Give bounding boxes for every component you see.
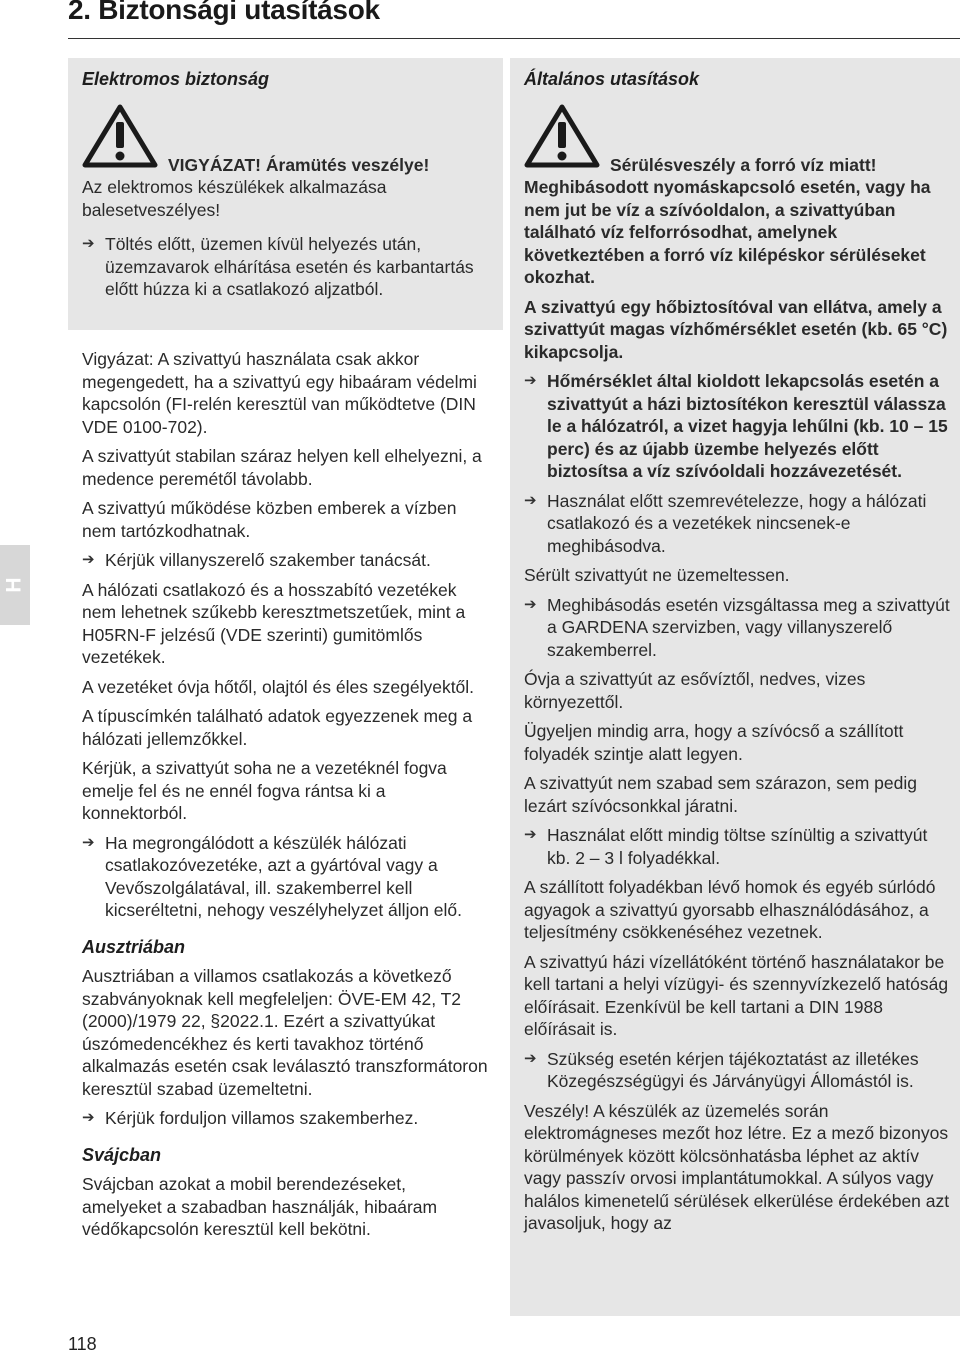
page-number: 118: [68, 1334, 97, 1354]
arrow-right-icon: ➔: [524, 595, 537, 613]
right-paragraph: Veszély! A készülék az üzemelés során elektromágneses mezőt hoz létre. Ez a mező bizonyos körülmények között kölcsönhatásba léphet az aktív vagy passzív orvosi implantátumokkal. A súlyos vagy halálos kimenetelű sérülések elkerülése érdekében azt javasoljuk, hogy az: [524, 1100, 950, 1233]
left-column: [68, 58, 503, 1316]
austria-bullet: ➔ Kérjük forduljon villamos szakemberhez.: [82, 1108, 419, 1128]
left-bullet: ➔ Kérjük villanyszerelő szakember tanácsát.: [82, 550, 431, 570]
arrow-right-icon: ➔: [524, 372, 537, 389]
right-warning-text: Meghibásodott nyomáskapcsoló esetén, vagy ha nem jut be víz a szívóoldalon, a szivattyúban található víz felforrósodhat, amelynek következtében a forró víz kilépéskor sérüléseket okozhat.: [524, 177, 931, 287]
arrow-right-icon: ➔: [524, 1049, 537, 1067]
right-warning-title: Sérülésveszély a forró víz miatt!: [610, 154, 877, 175]
arrow-right-icon: ➔: [524, 826, 537, 843]
language-tab-label: H: [2, 577, 26, 593]
right-paragraph: A szivattyút nem szabad sem szárazon, sem pedig lezárt szívócsonkkal járatni.: [524, 773, 917, 816]
austria-heading: Ausztriában: [82, 936, 186, 957]
arrow-right-icon: ➔: [524, 491, 537, 509]
left-body: [68, 348, 503, 1248]
left-paragraph: A szivattyú működése közben emberek a vízben nem tartózkodhatnak.: [82, 498, 457, 541]
arrow-right-icon: ➔: [82, 551, 95, 568]
left-warning-block: [68, 68, 503, 308]
right-bullet: ➔ Szükség esetén kérjen tájékoztatást az illetékes Közegészségügyi és Járványügyi Állomástól is.: [524, 1048, 919, 1091]
arrow-right-icon: ➔: [82, 235, 95, 252]
right-paragraph: Ügyeljen mindig arra, hogy a szívócső a szállított folyadék szintje alatt legyen.: [524, 721, 904, 764]
switzerland-heading: Svájcban: [82, 1144, 162, 1165]
right-paragraph: Óvja a szivattyút az esővíztől, nedves, vizes környezettől.: [524, 669, 866, 712]
left-paragraph: Vigyázat: A szivattyú használata csak akkor megengedett, ha a szivattyú egy hibaáram védelmi kapcsolón (FI-relén keresztül van működtetve (DIN VDE 0100-702).: [82, 349, 477, 437]
right-paragraph: Sérült szivattyút ne üzemeltessen.: [524, 565, 790, 585]
right-bullet: ➔ Használat előtt mindig töltse színültig a szivattyút kb. 2 – 3 l folyadékkal.: [524, 825, 928, 868]
left-paragraph: A vezetéket óvja hőtől, olajtól és éles szegélyektől.: [82, 676, 475, 697]
left-warning-action: ➔ Töltés előtt, üzemen kívül helyezés után, üzemzavarok elhárítása esetén és karbantartás előtt húzza ki a csatlakozó aljzatból.: [82, 234, 474, 299]
left-paragraph: A hálózati csatlakozó és a hosszabító vezetékek nem lehetnek szűkebb keresztmetszetűek, mint a H05RN-F jelzésű (VDE szerinti) gumitömlős vezetékek.: [82, 579, 466, 667]
left-bullet: ➔ Ha megrongálódott a készülék hálózati csatlakozóvezetéke, azt a gyártóval vagy a Vevőszolgálatával, ill. szakemberrel kell kicseréltetni, nehogy veszélyhelyzet álljon elő.: [82, 832, 462, 920]
left-paragraph: A típuscímkén található adatok egyezzenek meg a hálózati jellemzőkkel.: [82, 706, 473, 749]
right-bullet: ➔ Használat előtt szemrevételezze, hogy a hálózati csatlakozó és a vezetékek nincsenek-e meghibásodva.: [524, 490, 927, 556]
general-instructions-heading: Általános utasítások: [524, 69, 700, 89]
electrical-safety-heading: Elektromos biztonság: [82, 69, 270, 89]
right-column: [510, 58, 960, 1316]
left-warning-text: Az elektromos készülékek alkalmazása balesetveszélyes!: [82, 177, 387, 220]
warning-triangle-icon: [82, 104, 158, 168]
right-warning-text: A szivattyú egy hőbiztosítóval van ellátva, amely a szivattyút magas vízhőmérséklet esetén (kb. 65 °C) kikapcsolja.: [524, 296, 948, 362]
right-paragraph: A szállított folyadékban lévő homok és egyéb súrlódó agyagok a szivattyú gyorsabb elhasználódásához, a teljesítmény csökkenéséhez vezetnek.: [524, 877, 936, 942]
left-paragraph: Kérjük, a szivattyút soha ne a vezetéknél fogva emelje fel és ne ennél fogva rántsa ki a konnektorból.: [82, 758, 447, 823]
left-warning-title: VIGYÁZAT! Áramütés veszélye!: [168, 154, 430, 175]
right-paragraph: A szivattyú házi vízellátóként történő használatakor be kell tartani a helyi vízügyi- és szennyvízkezelő hatóság előírásait. Ezenkívül be kell tartani a DIN 1988 előírásait is.: [524, 951, 949, 1039]
switzerland-text: Svájcban azokat a mobil berendezéseket, amelyeket a szabadban használják, hibaáram védőkapcsolón keresztül kell bekötni.: [82, 1174, 438, 1239]
language-tab: [0, 545, 30, 625]
left-paragraph: A szivattyút stabilan száraz helyen kell elhelyezni, a medence peremétől távolabb.: [82, 446, 482, 489]
right-bullet: ➔ Meghibásodás esetén vizsgáltassa meg a szivattyút a GARDENA szervizben, vagy villanyszerelő szakemberrel.: [524, 594, 950, 660]
right-body: [510, 68, 960, 1242]
arrow-right-icon: ➔: [82, 1109, 95, 1126]
chapter-title: 2. Biztonsági utasítások: [68, 0, 380, 25]
warning-triangle-icon: [524, 104, 600, 168]
arrow-right-icon: ➔: [82, 833, 95, 851]
austria-text: Ausztriában a villamos csatlakozás a következő szabványoknak kell megfeleljen: ÖVE-EM 42, T2 (2000)/1979 22, §2022.1. Ezért a szivattyúkat úszómedencékhez és kerti tavakhoz történő alkalmazás esetén csak leválasztó transzformátoron keresztül szabad üzemeltetni.: [82, 966, 488, 1099]
title-rule: [68, 38, 960, 39]
right-warning-action: ➔ Hőmérséklet által kioldott lekapcsolás esetén a szivattyút a házi biztosítékon keresztül válassza le a hálózatról, a vizet hagyja lehűlni (kb. 10 – 15 perc) és az újabb üzembe helyezés előtt biztosítsa a víz szívóoldali hozzávezetését.: [524, 371, 948, 481]
